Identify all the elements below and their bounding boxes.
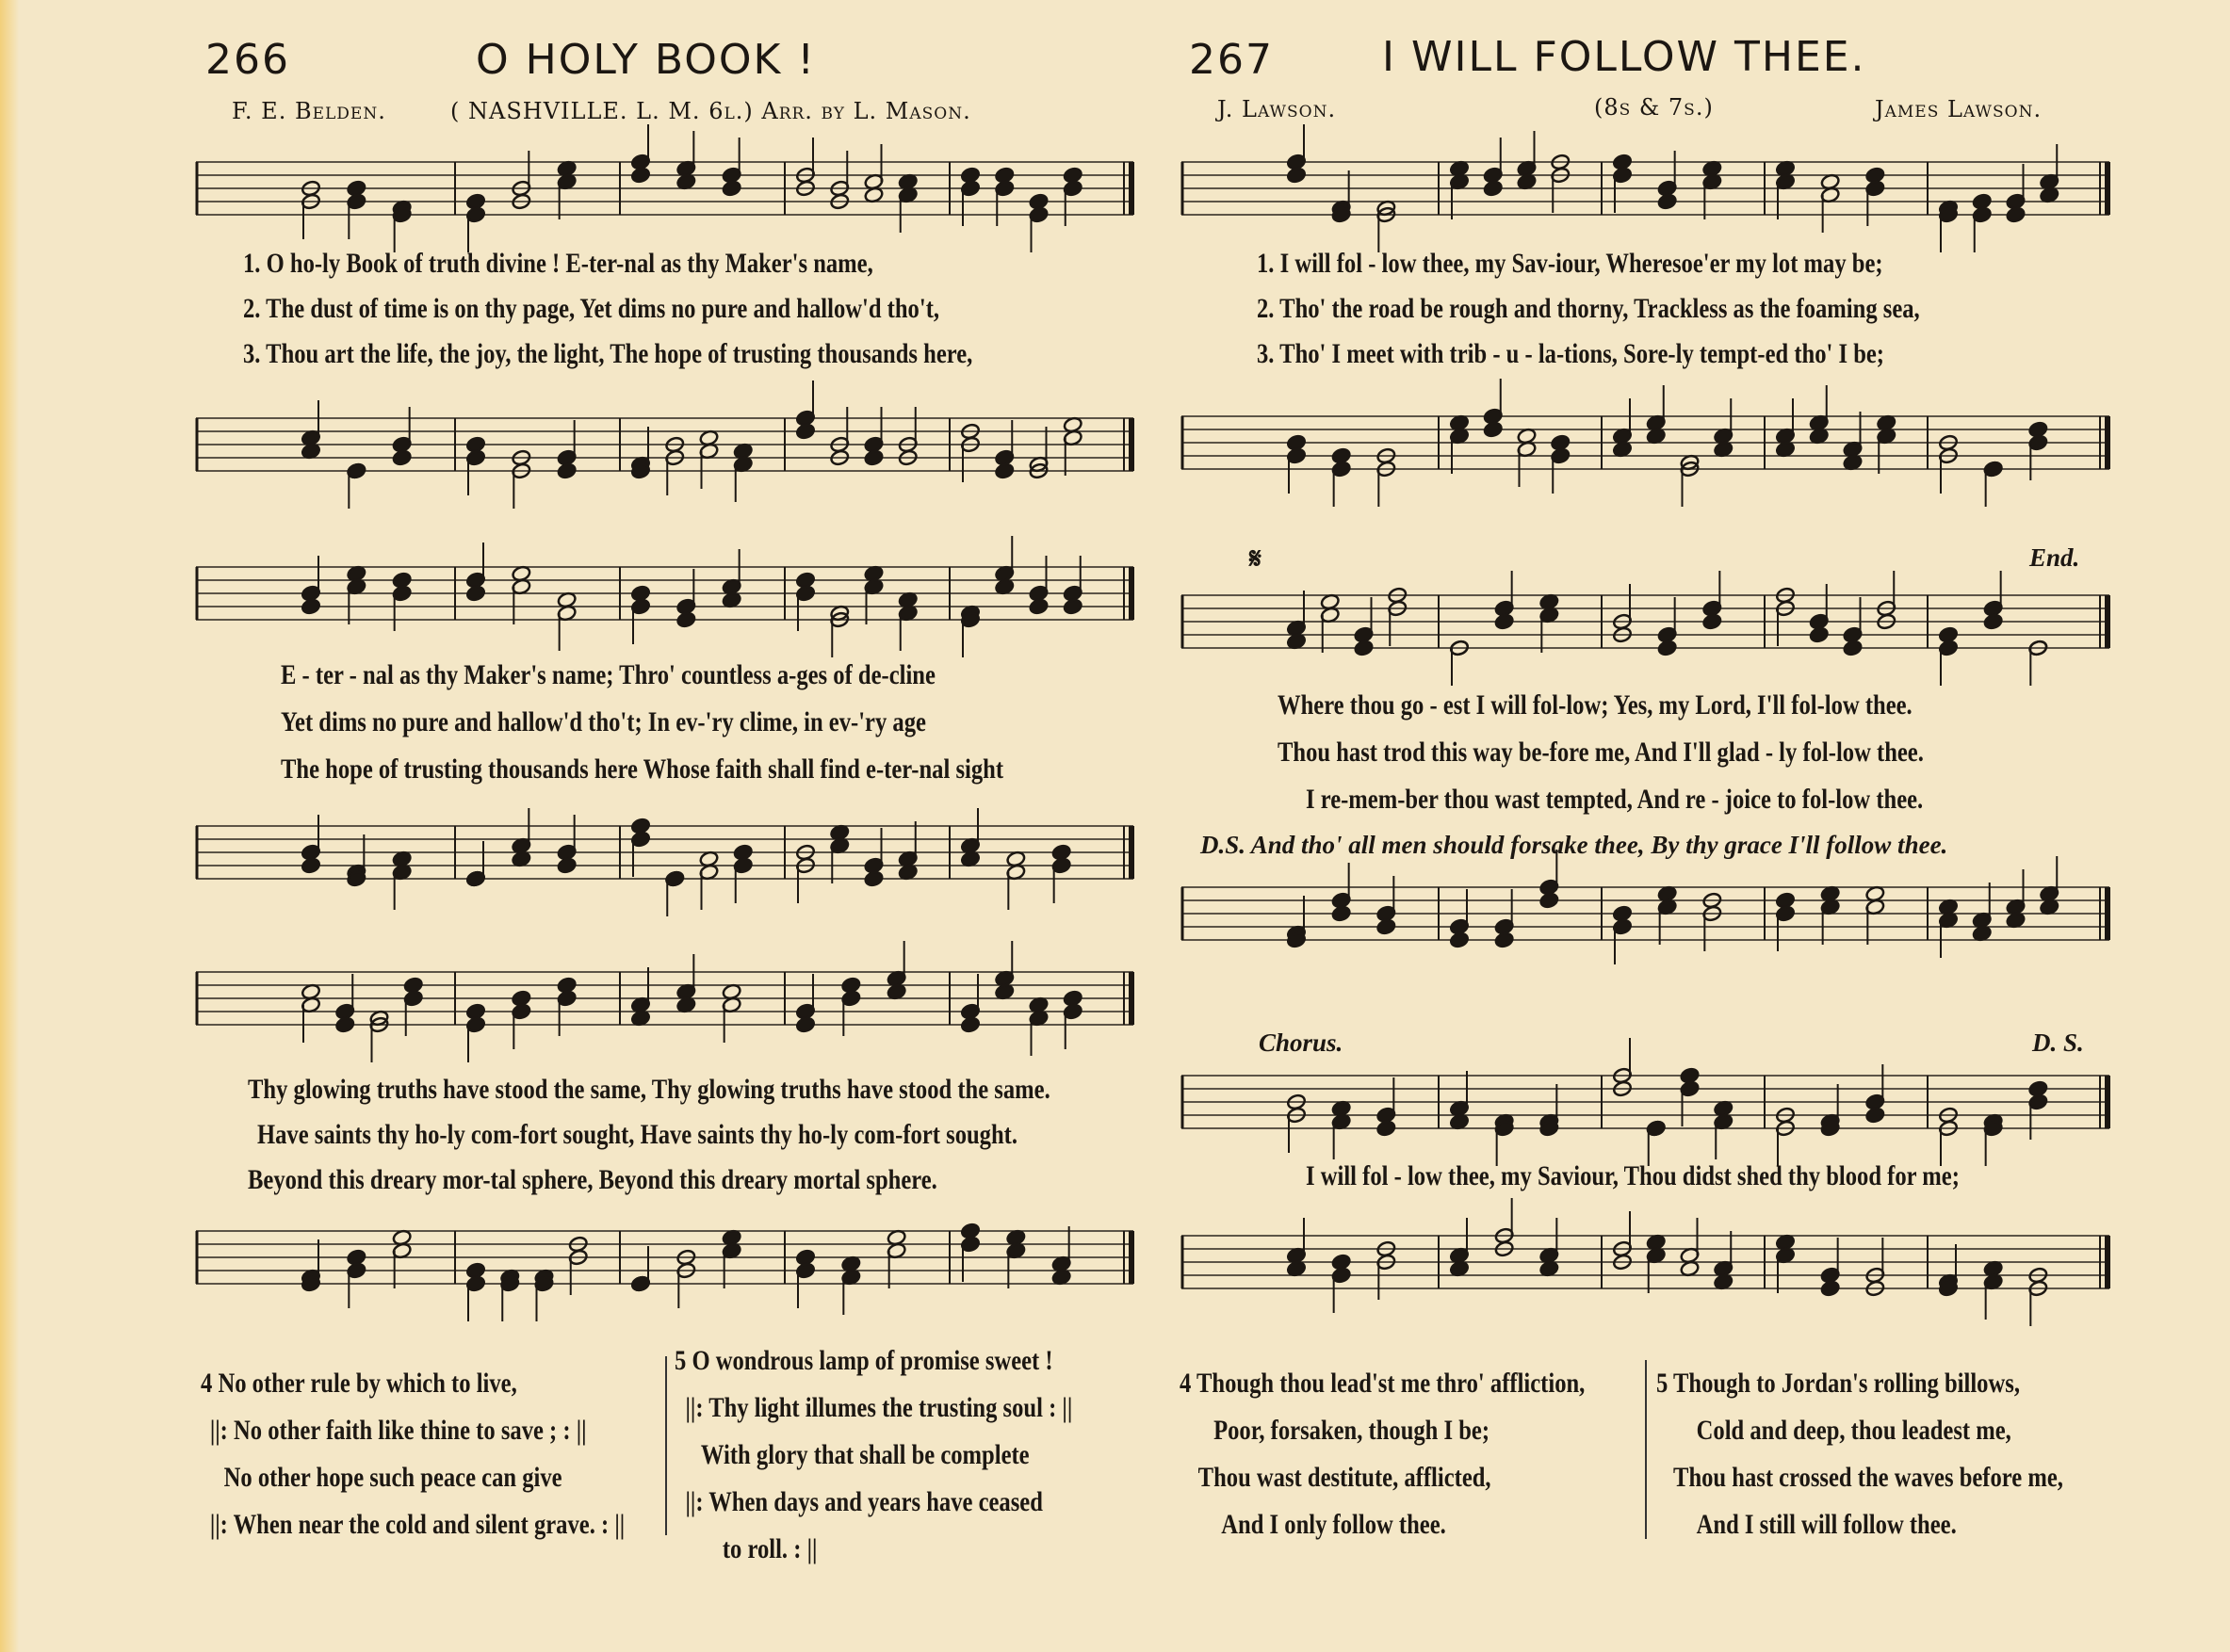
hymn-meter: (8s & 7s.) <box>1594 94 1714 121</box>
hymn-composer: James Lawson. <box>1875 96 2043 122</box>
hymn-number: 266 <box>205 36 290 84</box>
ds-instruction: D.S. And tho' all men should forsake thee, By thy grace I'll follow thee. <box>1200 831 1948 859</box>
treble-staff <box>1181 584 2109 669</box>
verse-line: ||: When near the cold and silent grave. : || <box>209 1509 626 1540</box>
verse-line: ||: Thy light illumes the trusting soul : || <box>685 1392 1073 1423</box>
hymn-author: J. Lawson. <box>1217 96 1337 122</box>
lyric-line: Beyond this dreary mor-tal sphere, Beyond this dreary mortal sphere. <box>248 1164 937 1195</box>
lyric-line: I re-mem-ber thou wast tempted, And re - joice to fol-low thee. <box>1306 784 1924 815</box>
lyric-line: I will fol - low thee, my Saviour, Thou didst shed thy blood for me; <box>1306 1160 1960 1191</box>
verse-4 <box>1180 1360 1585 1548</box>
verse-line: 4 No other rule by which to live, <box>201 1368 517 1399</box>
lyric-line: E - ter - nal as thy Maker's name; Thro' countless a-ges of de-cline <box>281 659 936 690</box>
verse-line: No other hope such peace can give <box>223 1462 562 1493</box>
bass-staff <box>1181 1224 2109 1309</box>
verse-line: And I still will follow thee. <box>1696 1509 1957 1540</box>
verse-line: Poor, forsaken, though I be; <box>1213 1415 1490 1446</box>
verse-line: to roll. : || <box>722 1533 818 1564</box>
verse-line: 5 O wondrous lamp of promise sweet ! <box>675 1345 1053 1376</box>
lyric-line: Where thou go - est I will fol-low; Yes, my Lord, I'll fol-low thee. <box>1278 689 1913 721</box>
verse-line: 5 Though to Jordan's rolling billows, <box>1656 1368 2020 1399</box>
verse-line: Thou hast crossed the waves before me, <box>1673 1462 2063 1493</box>
verse-line: Cold and deep, thou leadest me, <box>1696 1415 2011 1446</box>
hymn-title: I WILL FOLLOW THEE. <box>1382 33 1866 81</box>
verse-line: ||: When days and years have ceased <box>685 1486 1043 1517</box>
hymn-author: F. E. Belden. <box>232 98 386 124</box>
music-system <box>1181 151 2109 494</box>
verse-line: 4 Though thou lead'st me thro' affliction, <box>1180 1368 1586 1399</box>
segno-mark: 𝄋 <box>1249 543 1261 575</box>
music-system <box>1181 1028 2109 1333</box>
music-system <box>1181 543 2109 989</box>
lyric-line: 1. I will fol - low thee, my Sav-iour, Wheresoe'er my lot may be; <box>1257 248 1883 279</box>
end-mark: End. <box>2029 543 2080 572</box>
lyric-line: Yet dims no pure and hallow'd tho't; In ev-'ry clime, in ev-'ry age <box>281 706 926 737</box>
verse-line: And I only follow thee. <box>1221 1509 1446 1540</box>
hymn-number: 267 <box>1189 36 1274 84</box>
verse-5 <box>1656 1360 2063 1548</box>
treble-staff <box>1181 151 2109 235</box>
treble-staff <box>1181 1064 2109 1149</box>
hymn-title: O HOLY BOOK ! <box>476 36 817 84</box>
ds-mark: D. S. <box>2032 1028 2084 1057</box>
lyric-line: 2. The dust of time is on thy page, Yet dims no pure and hallow'd tho't, <box>243 293 940 324</box>
lyric-line: Thy glowing truths have stood the same, Thy glowing truths have stood the same. <box>248 1074 1050 1105</box>
bass-staff <box>1181 876 2109 961</box>
verse-line: Thou wast destitute, afflicted, <box>1197 1462 1491 1493</box>
hymn-tune-info: ( NASHVILLE. L. M. 6l.) Arr. by L. Mason. <box>450 98 971 124</box>
lyric-line: 1. O ho-ly Book of truth divine ! E-ter-nal as thy Maker's name, <box>243 248 873 279</box>
chorus-label: Chorus. <box>1259 1028 1343 1057</box>
lyric-line: Have saints thy ho-ly com-fort sought, Have saints thy ho-ly com-fort sought. <box>257 1119 1017 1150</box>
verse-line: With glory that shall be complete <box>700 1439 1030 1470</box>
lyric-line: 3. Thou art the life, the joy, the light, The hope of trusting thousands here, <box>243 338 973 369</box>
lyric-line: The hope of trusting thousands here Whose faith shall find e-ter-nal sight <box>281 753 1004 785</box>
bass-staff <box>1181 405 2109 490</box>
lyric-line: 2. Tho' the road be rough and thorny, Trackless as the foaming sea, <box>1257 293 1920 324</box>
lyric-line: 3. Tho' I meet with trib - u - la-tions, Sore-ly tempt-ed tho' I be; <box>1257 338 1884 369</box>
verse-line: ||: No other faith like thine to save ; : || <box>209 1415 587 1446</box>
lyric-line: Thou hast trod this way be-fore me, And I'll glad - ly fol-low thee. <box>1278 737 1924 768</box>
column-divider <box>1645 1360 1647 1539</box>
